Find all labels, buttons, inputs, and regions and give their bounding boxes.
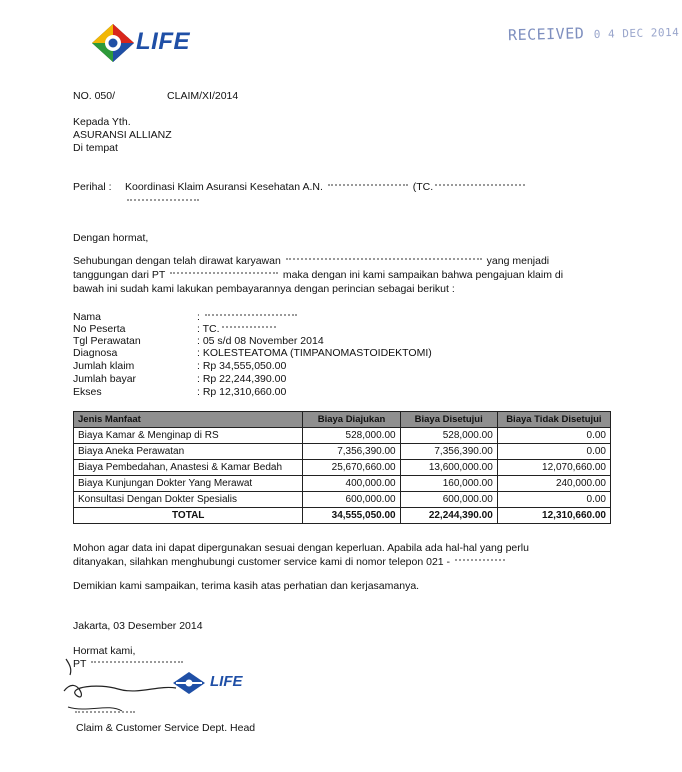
redacted-block [286, 258, 482, 264]
para1-b: yang menjadi [486, 255, 550, 267]
table-total-row [74, 508, 611, 524]
paragraph-closing-line-2 [73, 556, 507, 568]
detail-label: Ekses [73, 386, 102, 398]
table-cell: 25,670,660.00 [303, 460, 400, 476]
redacted-block [455, 559, 505, 565]
signer-title: Claim & Customer Service Dept. Head [76, 722, 256, 734]
table-cell: 7,356,390.00 [303, 444, 400, 460]
detail-value: : Rp 34,555,050.00 [197, 360, 287, 372]
detail-value: : [197, 311, 299, 323]
benefit-table [73, 411, 611, 524]
recipient-line-3: Di tempat [73, 142, 118, 154]
table-cell: 7,356,390.00 [400, 444, 497, 460]
detail-label: Tgl Perawatan [73, 335, 141, 347]
received-stamp [508, 22, 680, 44]
letter-number-prefix: NO. 050/ [73, 90, 116, 102]
table-row [74, 460, 611, 476]
detail-value: : 05 s/d 08 November 2014 [197, 335, 324, 347]
subject-label: Perihal : [73, 181, 112, 193]
company-logo [90, 22, 210, 64]
letter-number-suffix: CLAIM/XI/2014 [167, 90, 239, 102]
table-cell: 34,555,050.00 [303, 508, 400, 524]
table-row [74, 476, 611, 492]
table-cell: 600,000.00 [400, 492, 497, 508]
paragraph-thanks: Demikian kami sampaikan, terima kasih atas perhatian dan kerjasamanya. [73, 580, 420, 592]
table-cell: 22,244,390.00 [400, 508, 497, 524]
redacted-block [117, 93, 165, 99]
table-row [74, 492, 611, 508]
recipient-line-2: ASURANSI ALLIANZ [73, 129, 172, 141]
subject-tc: (TC. [412, 181, 434, 193]
detail-label: Jumlah klaim [73, 360, 135, 372]
place-date: Jakarta, 03 Desember 2014 [73, 620, 203, 632]
detail-label: Nama [73, 311, 102, 323]
table-cell: Biaya Kunjungan Dokter Yang Merawat [74, 476, 303, 492]
para2-b: ditanyakan, silahkan menghubungi customer service kami di nomor telepon 021 - [73, 556, 451, 568]
table-cell: 12,310,660.00 [497, 508, 610, 524]
redacted-block [170, 272, 278, 278]
detail-label: Diagnosa [73, 347, 118, 359]
table-cell: 160,000.00 [400, 476, 497, 492]
recipient-line-1: Kepada Yth. [73, 116, 131, 128]
paragraph-intro-line-2 [73, 269, 563, 281]
signature-company-logo [172, 671, 272, 697]
subject-main: Koordinasi Klaim Asuransi Kesehatan A.N. [125, 181, 323, 193]
redacted-block [435, 184, 525, 190]
logo-emblem-icon [172, 671, 206, 695]
table-cell: 13,600,000.00 [400, 460, 497, 476]
detail-label: Jumlah bayar [73, 373, 137, 385]
table-cell: 240,000.00 [497, 476, 610, 492]
detail-label: No Peserta [73, 323, 126, 335]
greeting: Dengan hormat, [73, 232, 149, 244]
table-cell: Biaya Aneka Perawatan [74, 444, 303, 460]
detail-value: : Rp 12,310,660.00 [197, 386, 287, 398]
para1-a: Sehubungan dengan telah dirawat karyawan [73, 255, 281, 267]
table-cell: Biaya Pembedahan, Anastesi & Kamar Bedah [74, 460, 303, 476]
para1-d: maka dengan ini kami sampaikan bahwa pengajuan klaim di [282, 269, 564, 281]
stamp-date: 0 4 DEC 2014 [593, 25, 680, 41]
redacted-block [328, 184, 408, 190]
column-header: Jenis Manfaat [74, 412, 303, 428]
table-cell: 528,000.00 [303, 428, 400, 444]
column-header: Biaya Tidak Disetujui [497, 412, 610, 428]
company-prefix: PT [73, 658, 87, 670]
logo-wordmark: LIFE [136, 28, 190, 55]
column-header: Biaya Diajukan [303, 412, 400, 428]
letter-number [73, 90, 238, 102]
table-cell: 12,070,660.00 [497, 460, 610, 476]
table-header-row [74, 412, 611, 428]
table-cell: 600,000.00 [303, 492, 400, 508]
column-header: Biaya Disetujui [400, 412, 497, 428]
table-cell: 0.00 [497, 492, 610, 508]
detail-value: : TC. [197, 323, 278, 335]
subject-text [125, 181, 527, 193]
table-cell: 400,000.00 [303, 476, 400, 492]
regards: Hormat kami, [73, 645, 136, 657]
signer-name-redacted [73, 708, 137, 720]
table-row [74, 428, 611, 444]
table-cell: 0.00 [497, 444, 610, 460]
table-cell: Biaya Kamar & Menginap di RS [74, 428, 303, 444]
table-cell: 528,000.00 [400, 428, 497, 444]
table-cell: 0.00 [497, 428, 610, 444]
redacted-block [125, 195, 201, 207]
para1-c: tanggungan dari PT [73, 269, 166, 281]
logo-wordmark: LIFE [210, 673, 243, 690]
table-cell: TOTAL [74, 508, 303, 524]
paragraph-intro-line-1 [73, 255, 589, 267]
table-cell: Konsultasi Dengan Dokter Spesialis [74, 492, 303, 508]
paragraph-intro-line-3: bawah ini sudah kami lakukan pembayarannya dengan perincian sebagai berikut : [73, 283, 455, 295]
paragraph-closing-line-1: Mohon agar data ini dapat dipergunakan sesuai dengan keperluan. Apabila ada hal-hal yang perlu [73, 542, 529, 554]
stamp-text: RECEIVED [507, 24, 585, 45]
table-row [74, 444, 611, 460]
logo-emblem-icon [90, 22, 136, 64]
detail-value: : KOLESTEATOMA (TIMPANOMASTOIDEKTOMI) [197, 347, 432, 359]
detail-value: : Rp 22,244,390.00 [197, 373, 287, 385]
